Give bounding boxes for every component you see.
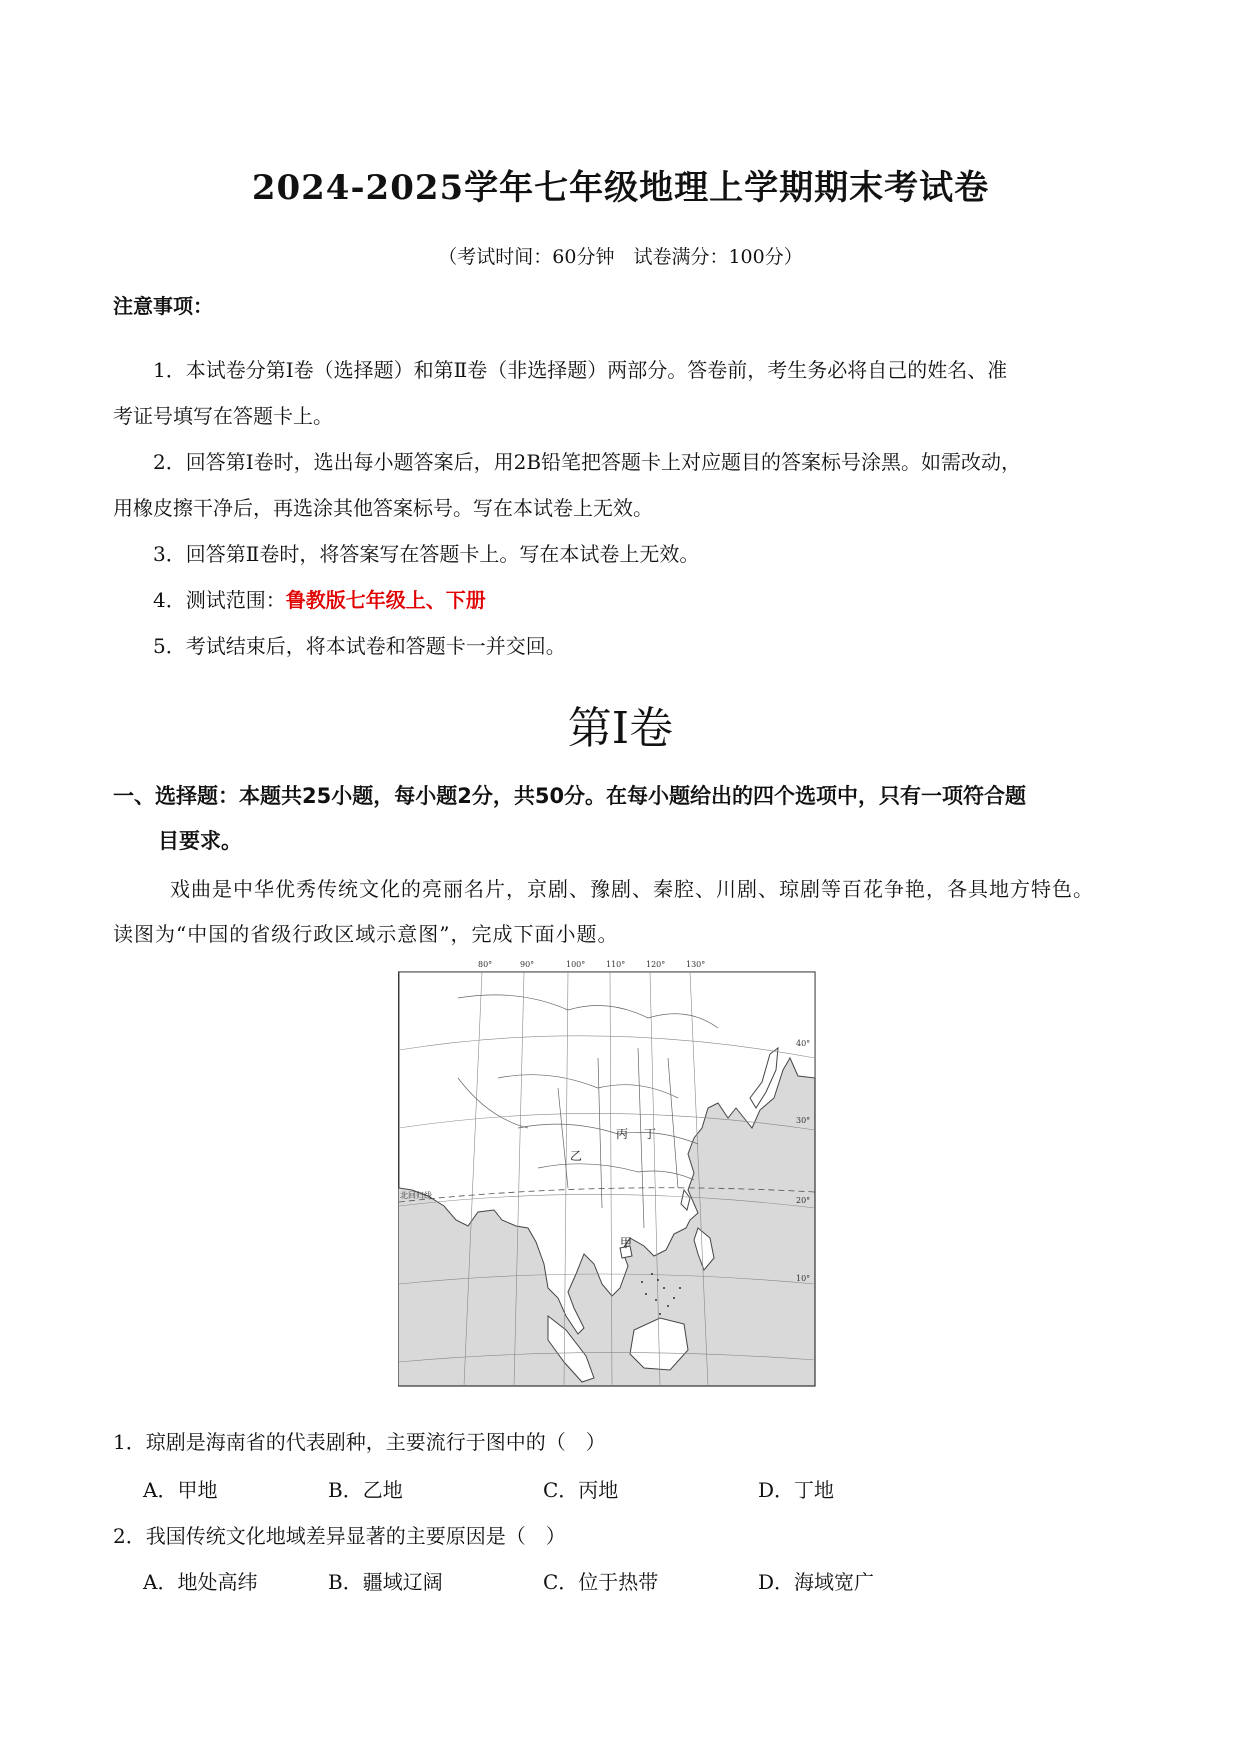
notice-item-4-prefix: 4．测试范围： — [153, 588, 286, 612]
mark-jia: 甲 — [620, 1236, 633, 1250]
lat-label: 10° — [796, 1274, 811, 1283]
notice-heading: 注意事项： — [113, 294, 213, 318]
notice-item-3: 3．回答第Ⅱ卷时，将答案写在答题卡上。写在本试卷上无效。 — [153, 542, 700, 566]
mark-ding: 丁 — [644, 1127, 657, 1141]
section-heading-line-1: 一、选择题：本题共25小题，每小题2分，共50分。在每小题给出的四个选项中，只有一项符合题 — [113, 784, 1027, 808]
china-province-map — [398, 958, 818, 1388]
notice-item-4 — [153, 577, 486, 623]
question-2-option-d: D．海域宽广 — [758, 1570, 875, 1594]
test-scope: 鲁教版七年级上、下册 — [285, 588, 486, 612]
notice-item-1-line-2: 考证号填写在答题卡上。 — [113, 404, 333, 428]
lat-label: 40° — [796, 1039, 811, 1048]
question-1-option-d: D．丁地 — [758, 1478, 835, 1502]
notice-item-1-line-1: 1．本试卷分第Ⅰ卷（选择题）和第Ⅱ卷（非选择题）两部分。答卷前，考生务必将自己的姓名、准 — [153, 358, 1008, 382]
notice-item-5: 5．考试结束后，将本试卷和答题卡一并交回。 — [153, 634, 566, 658]
question-2-option-b: B．疆域辽阔 — [328, 1570, 443, 1594]
question-2: 2．我国传统文化地域差异显著的主要原因是（ ） — [113, 1524, 566, 1548]
lon-label: 110° — [606, 960, 626, 969]
tropic-label: 北回归线 — [400, 1191, 432, 1200]
section-heading-line-2: 目要求。 — [158, 829, 242, 853]
notice-item-2-line-1: 2．回答第Ⅰ卷时，选出每小题答案后，用2B铅笔把答题卡上对应题目的答案标号涂黑。如需改动， — [153, 450, 1022, 474]
lat-label: 30° — [796, 1116, 811, 1125]
question-1-option-b: B．乙地 — [328, 1478, 403, 1502]
question-2-option-a: A．地处高纬 — [143, 1570, 258, 1594]
lon-label: 120° — [646, 960, 666, 969]
question-1-option-a: A．甲地 — [143, 1478, 218, 1502]
intro-line-2: 读图为“中国的省级行政区域示意图”，完成下面小题。 — [113, 922, 619, 946]
exam-subtitle: （考试时间：60分钟 试卷满分：100分） — [438, 246, 803, 268]
lat-label: 20° — [796, 1196, 811, 1205]
lon-label: 130° — [686, 960, 706, 969]
exam-title: 2024-2025学年七年级地理上学期期末考试卷 — [251, 168, 990, 208]
question-1: 1．琼剧是海南省的代表剧种，主要流行于图中的（ ） — [113, 1430, 606, 1454]
section-title: 第Ⅰ卷 — [567, 703, 674, 754]
lon-label: 80° — [478, 960, 493, 969]
lon-label: 100° — [566, 960, 586, 969]
lon-label: 90° — [520, 960, 535, 969]
mark-yi: 乙 — [570, 1149, 583, 1163]
mark-bing: 丙 — [616, 1127, 629, 1141]
map-svg — [398, 958, 818, 1388]
intro-line-1: 戏曲是中华优秀传统文化的亮丽名片，京剧、豫剧、秦腔、川剧、琼剧等百花争艳，各具地方特色。 — [170, 877, 1094, 901]
question-2-option-c: C．位于热带 — [543, 1570, 659, 1594]
question-1-option-c: C．丙地 — [543, 1478, 619, 1502]
notice-item-2-line-2: 用橡皮擦干净后，再选涂其他答案标号。写在本试卷上无效。 — [113, 496, 653, 520]
